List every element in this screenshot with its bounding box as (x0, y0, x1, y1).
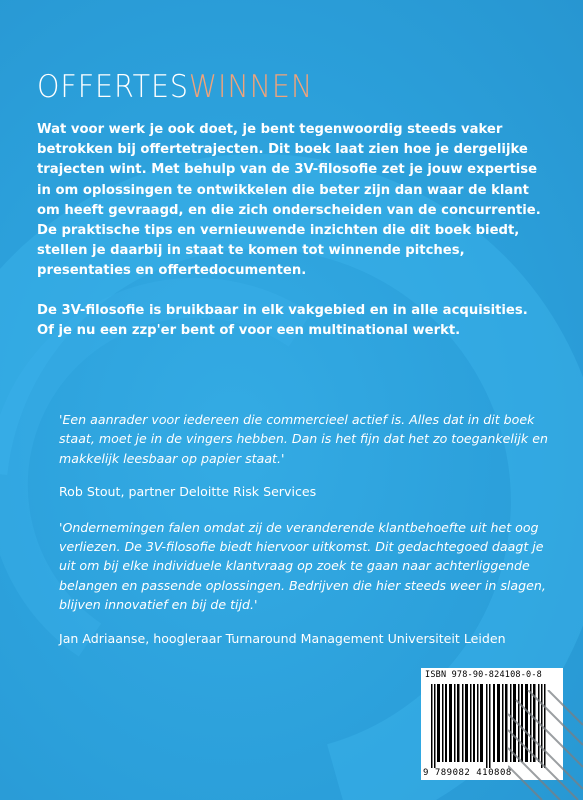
blurb-paragraph: Wat voor werk je ook doet, je bent tegenwoordig steeds vaker betrokken bij offertetrajecten. Dit boek laat zien hoe je dergelijke trajecten wint. Met behulp van de 3V-filosofie zet je jouw expertise in om oplossingen te ontwikkelen die beter zijn dan waar de klant om heeft gevraagd, en die zich onderscheiden van de concurrentie. De praktische tips en vernieuwende inzichten die dit boek biedt, stellen je daarbij in staat te komen tot winnende pitches, presentaties en offertedocumenten. (37, 122, 541, 279)
book-title (37, 70, 313, 104)
blurb (37, 120, 547, 360)
endorsements (59, 410, 549, 664)
title-part-winnen: WINNEN (188, 69, 314, 105)
endorsement-author: Rob Stout, partner Deloitte Risk Services (59, 484, 317, 500)
barcode-digits: 9 789082 410808 (423, 768, 512, 778)
bookstore-stamp-overlay (508, 690, 583, 800)
title-part-offertes: OFFERTES (37, 69, 189, 105)
endorsement-quote: 'Een aanrader voor iedereen die commercieel actief is. Alles dat in dit boek staat, moet je in de vingers hebben. Dan is het fijn dat het zo toegankelijk en makkelijk leesbaar op papier staat.' (59, 412, 548, 466)
blurb-paragraph: De 3V-filosofie is bruikbaar in elk vakgebied en in alle acquisities. Of je nu een zzp'er bent of voor een multinational werkt. (37, 302, 528, 338)
endorsement-author: Jan Adriaanse, hoogleraar Turnaround Management Universiteit Leiden (59, 630, 506, 646)
isbn-label: ISBN 978-90-824108-0-8 (425, 670, 542, 680)
endorsement-quote: 'Ondernemingen falen omdat zij de veranderende klantbehoefte uit het oog verliezen. De 3V-filosofie biedt hiervoor uitkomst. Dit gedachtegoed daagt je uit om bij elke individuele klantvraag op zoek te gaan naar achterliggende belangen en passende oplossingen. Bedrijven die hier steeds weer in slagen, blijven innovatief en bij de tijd.' (59, 519, 546, 613)
